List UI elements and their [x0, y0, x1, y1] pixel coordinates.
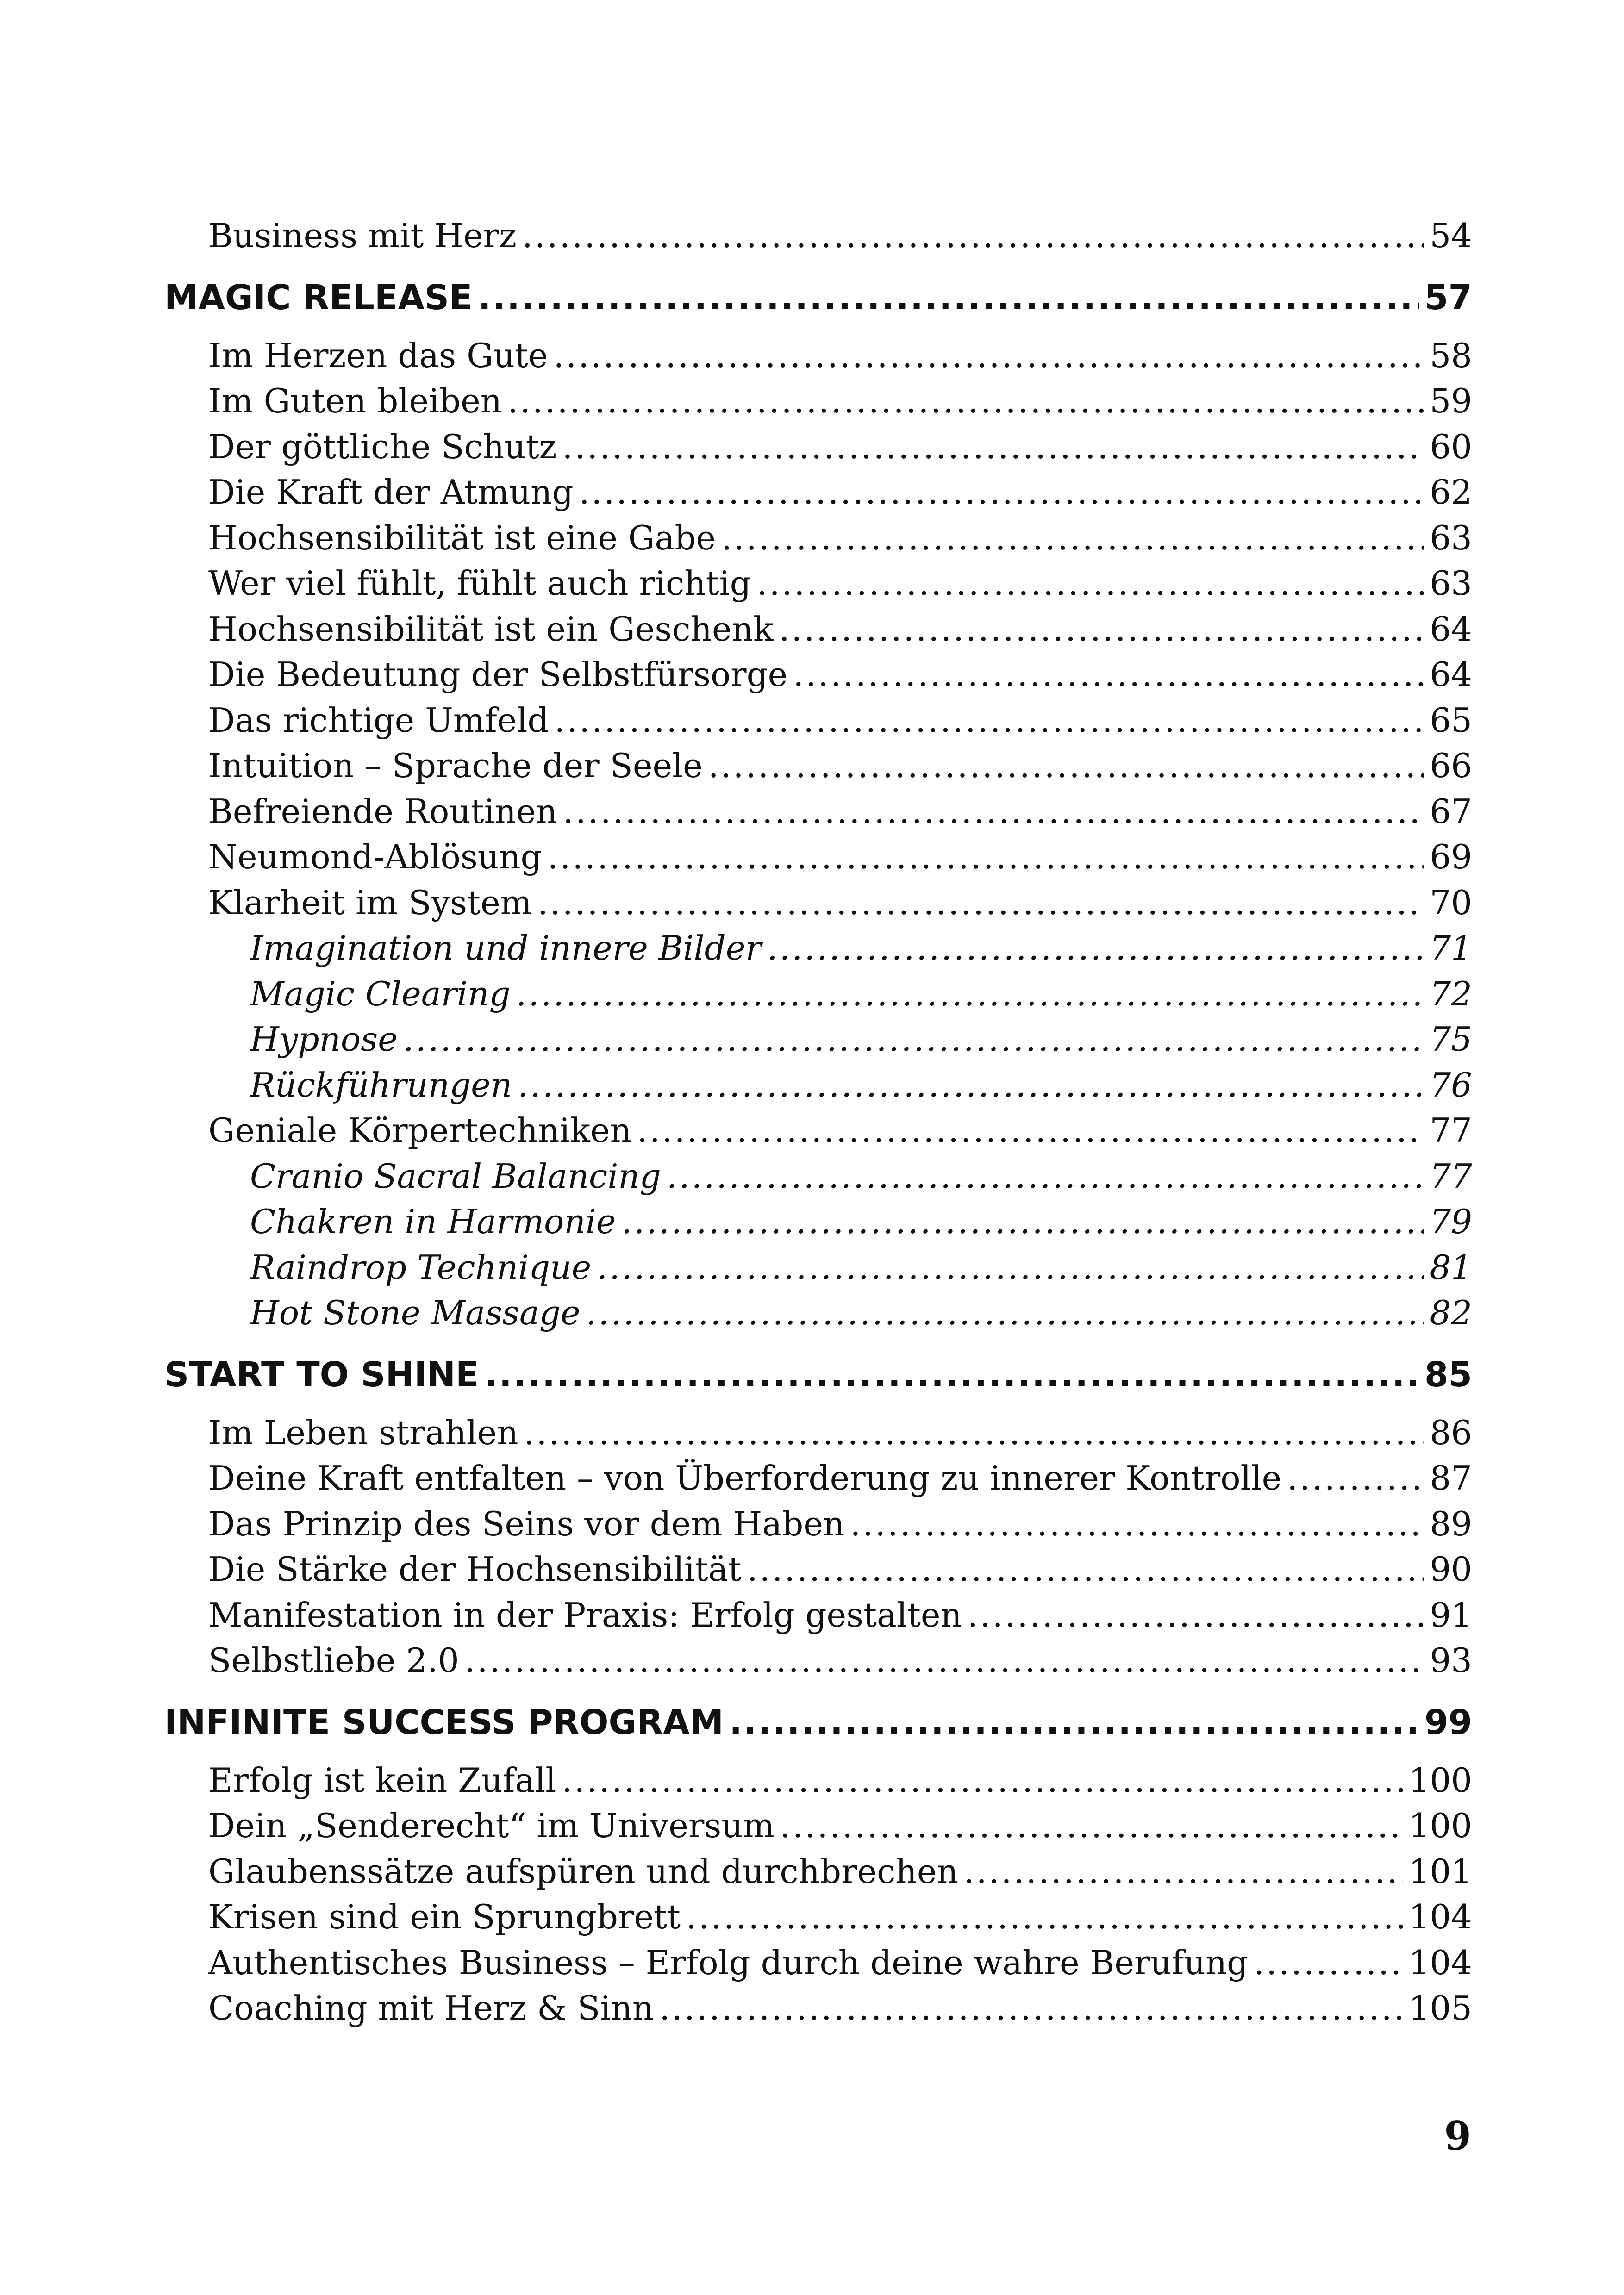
toc-subentry-title: Hot Stone Massage	[250, 1293, 581, 1332]
toc-entry	[164, 1410, 1472, 1456]
dot-leader	[779, 606, 1424, 652]
toc-entry-page: 66	[1430, 746, 1472, 785]
toc-subentry	[164, 925, 1472, 971]
dot-leader	[562, 1758, 1403, 1803]
toc-entry	[164, 1849, 1472, 1895]
toc-entry-title: Neumond-Ablösung	[208, 837, 542, 876]
toc-subentry	[164, 1199, 1472, 1245]
toc-subentry-title: Magic Clearing	[250, 974, 511, 1013]
toc-entry-title: Befreiende Routinen	[208, 792, 558, 831]
dot-leader	[537, 880, 1424, 926]
dot-leader	[667, 1154, 1424, 1199]
toc-entry-title: Der göttliche Schutz	[208, 427, 557, 466]
toc-subentry	[164, 971, 1472, 1017]
toc-entry	[164, 1758, 1472, 1803]
dot-leader	[1254, 1940, 1403, 1986]
toc-subentry-page: 76	[1430, 1065, 1472, 1104]
toc-entry	[164, 1985, 1472, 2031]
toc-entry	[164, 743, 1472, 789]
toc-entry-title: Geniale Körpertechniken	[208, 1111, 631, 1150]
dot-leader	[507, 378, 1424, 424]
toc-entry-page: 93	[1430, 1641, 1472, 1680]
toc-subentry-page: 71	[1430, 929, 1472, 967]
toc-entry-title: Im Herzen das Gute	[208, 336, 548, 375]
toc-entry	[164, 789, 1472, 835]
toc-entry-title: Klarheit im System	[208, 883, 532, 922]
toc-entry	[164, 469, 1472, 515]
chapter-page: 99	[1424, 1702, 1472, 1742]
toc-entry	[164, 1894, 1472, 1940]
chapter-page: 85	[1424, 1354, 1472, 1395]
dot-leader	[522, 213, 1424, 259]
toc-entry	[164, 834, 1472, 880]
toc-entry-title: Authentisches Business – Erfolg durch deine wahre Berufung	[208, 1943, 1249, 1982]
toc-entry	[164, 561, 1472, 606]
dot-leader	[563, 789, 1424, 835]
toc-entry-title: Deine Kraft entfalten – von Überforderung zu innerer Kontrolle	[208, 1459, 1282, 1497]
dot-leader	[968, 1592, 1424, 1638]
toc-entry-business-mit-herz	[164, 213, 1472, 259]
toc-entry-page: 64	[1430, 609, 1472, 649]
toc-subentry-title: Imagination und innere Bilder	[250, 929, 762, 967]
toc-subentry-page: 72	[1430, 974, 1472, 1013]
toc-entry-page: 90	[1430, 1550, 1472, 1589]
toc-entry-page: 62	[1430, 473, 1472, 511]
dot-leader	[850, 1501, 1424, 1547]
dot-leader	[964, 1849, 1403, 1895]
toc-entry	[164, 652, 1472, 698]
toc-entry	[164, 424, 1472, 470]
dot-leader	[721, 515, 1424, 561]
toc-entry	[164, 378, 1472, 424]
toc-entry-page: 77	[1430, 1111, 1472, 1150]
dot-leader	[524, 1410, 1424, 1456]
toc-entry-title: Wer viel fühlt, fühlt auch richtig	[208, 564, 751, 603]
toc-entry-title: Das richtige Umfeld	[208, 700, 549, 740]
toc-entry	[164, 1803, 1472, 1849]
dot-leader	[548, 834, 1424, 880]
dot-leader	[403, 1017, 1424, 1062]
toc-entry-title: Krisen sind ein Sprungbrett	[208, 1897, 681, 1936]
toc-entry-title: Intuition – Sprache der Seele	[208, 746, 703, 785]
toc-entry-page: 87	[1430, 1459, 1472, 1497]
toc-entry-page: 67	[1430, 792, 1472, 831]
toc-chapter-infinite-success-program	[164, 1692, 1472, 1753]
toc-entry	[164, 1108, 1472, 1154]
dot-leader	[1287, 1455, 1424, 1501]
toc-chapter-magic-release	[164, 267, 1472, 328]
toc-subentry-page: 82	[1430, 1293, 1472, 1332]
toc-entry-title: Das Prinzip des Seins vor dem Haben	[208, 1504, 845, 1543]
toc-entry-page: 104	[1408, 1897, 1472, 1936]
toc-entry-page: 104	[1408, 1943, 1472, 1982]
toc-entry-title: Hochsensibilität ist eine Gabe	[208, 518, 716, 557]
toc-entry	[164, 515, 1472, 561]
dot-leader	[465, 1638, 1424, 1684]
toc-entry-page: 59	[1430, 381, 1472, 420]
toc-subentry-title: Cranio Sacral Balancing	[250, 1156, 661, 1196]
page-number: 9	[1444, 2113, 1471, 2159]
toc-chapter-start-to-shine	[164, 1344, 1472, 1405]
toc-entry	[164, 1547, 1472, 1592]
dot-leader	[485, 1344, 1419, 1405]
toc-subentry-title: Chakren in Harmonie	[250, 1202, 616, 1241]
toc-entry-title: Business mit Herz	[208, 216, 517, 255]
chapter-title: START TO SHINE	[164, 1354, 479, 1395]
dot-leader	[586, 1290, 1424, 1336]
toc-subentry-page: 75	[1430, 1020, 1472, 1059]
chapter-page: 57	[1424, 277, 1472, 318]
dot-leader	[518, 1062, 1424, 1108]
dot-leader	[708, 743, 1424, 789]
toc-subentry	[164, 1062, 1472, 1108]
toc-entry-title: Dein „Senderecht“ im Universum	[208, 1806, 775, 1845]
toc-entry-page: 91	[1430, 1595, 1472, 1634]
toc-entry-title: Im Leben strahlen	[208, 1413, 518, 1452]
toc-entry-page: 65	[1430, 700, 1472, 740]
toc-entry	[164, 333, 1472, 379]
chapter-title: INFINITE SUCCESS PROGRAM	[164, 1702, 724, 1742]
toc-entry-title: Glaubenssätze aufspüren und durchbrechen	[208, 1852, 958, 1891]
toc-entry	[164, 1455, 1472, 1501]
dot-leader	[562, 424, 1424, 470]
toc-entry	[164, 698, 1472, 743]
toc-entry-title: Selbstliebe 2.0	[208, 1641, 459, 1680]
toc-entry-title: Im Guten bleiben	[208, 381, 502, 420]
dot-leader	[780, 1803, 1403, 1849]
toc-entry-title: Die Stärke der Hochsensibilität	[208, 1550, 742, 1589]
dot-leader	[686, 1894, 1403, 1940]
toc-entry-page: 69	[1430, 837, 1472, 876]
dot-leader	[659, 1985, 1403, 2031]
toc-entry	[164, 1592, 1472, 1638]
toc-entry	[164, 606, 1472, 652]
dot-leader	[554, 333, 1424, 379]
toc-subentry	[164, 1017, 1472, 1062]
toc-subentry-page: 79	[1430, 1202, 1472, 1241]
toc-entry-page: 63	[1430, 518, 1472, 557]
dot-leader	[516, 971, 1424, 1017]
toc-entry-page: 60	[1430, 427, 1472, 466]
toc-entry	[164, 1501, 1472, 1547]
toc-entry-title: Coaching mit Herz & Sinn	[208, 1989, 654, 2027]
dot-leader	[637, 1108, 1424, 1154]
dot-leader	[747, 1547, 1424, 1592]
chapter-title: MAGIC RELEASE	[164, 277, 473, 318]
dot-leader	[757, 561, 1424, 606]
toc-entry	[164, 1638, 1472, 1684]
dot-leader	[555, 698, 1424, 743]
toc-entry-title: Die Bedeutung der Selbstfürsorge	[208, 655, 788, 694]
toc-entry	[164, 880, 1472, 926]
toc-entry-page: 63	[1430, 564, 1472, 603]
toc-subentry-page: 77	[1430, 1156, 1472, 1196]
dot-leader	[621, 1199, 1424, 1245]
dot-leader	[729, 1692, 1419, 1753]
toc-entry-page: 86	[1430, 1413, 1472, 1452]
dot-leader	[579, 469, 1424, 515]
toc-entry-page: 70	[1430, 883, 1472, 922]
dot-leader	[793, 652, 1424, 698]
toc-entry-page: 101	[1408, 1852, 1472, 1891]
toc-subentry	[164, 1154, 1472, 1199]
toc-subentry	[164, 1245, 1472, 1291]
toc-subentry-title: Hypnose	[250, 1020, 398, 1059]
toc-subentry	[164, 1290, 1472, 1336]
toc-entry-title: Manifestation in der Praxis: Erfolg gestalten	[208, 1595, 962, 1634]
toc-entry-page: 105	[1408, 1989, 1472, 2027]
toc-subentry-page: 81	[1430, 1247, 1472, 1287]
toc-entry-page: 64	[1430, 655, 1472, 694]
toc-entry-title: Hochsensibilität ist ein Geschenk	[208, 609, 774, 649]
table-of-contents	[164, 213, 1472, 2031]
toc-entry	[164, 1940, 1472, 1986]
toc-entry-page: 89	[1430, 1504, 1472, 1543]
toc-subentry-title: Rückführungen	[250, 1065, 512, 1104]
dot-leader	[478, 267, 1419, 328]
toc-entry-title: Die Kraft der Atmung	[208, 473, 574, 511]
dot-leader	[767, 925, 1424, 971]
dot-leader	[597, 1245, 1424, 1291]
toc-subentry-title: Raindrop Technique	[250, 1247, 592, 1287]
toc-entry-page: 100	[1408, 1806, 1472, 1845]
toc-entry-page: 58	[1430, 336, 1472, 375]
toc-entry-page: 54	[1430, 216, 1472, 255]
toc-entry-title: Erfolg ist kein Zufall	[208, 1760, 556, 1800]
toc-entry-page: 100	[1408, 1760, 1472, 1800]
